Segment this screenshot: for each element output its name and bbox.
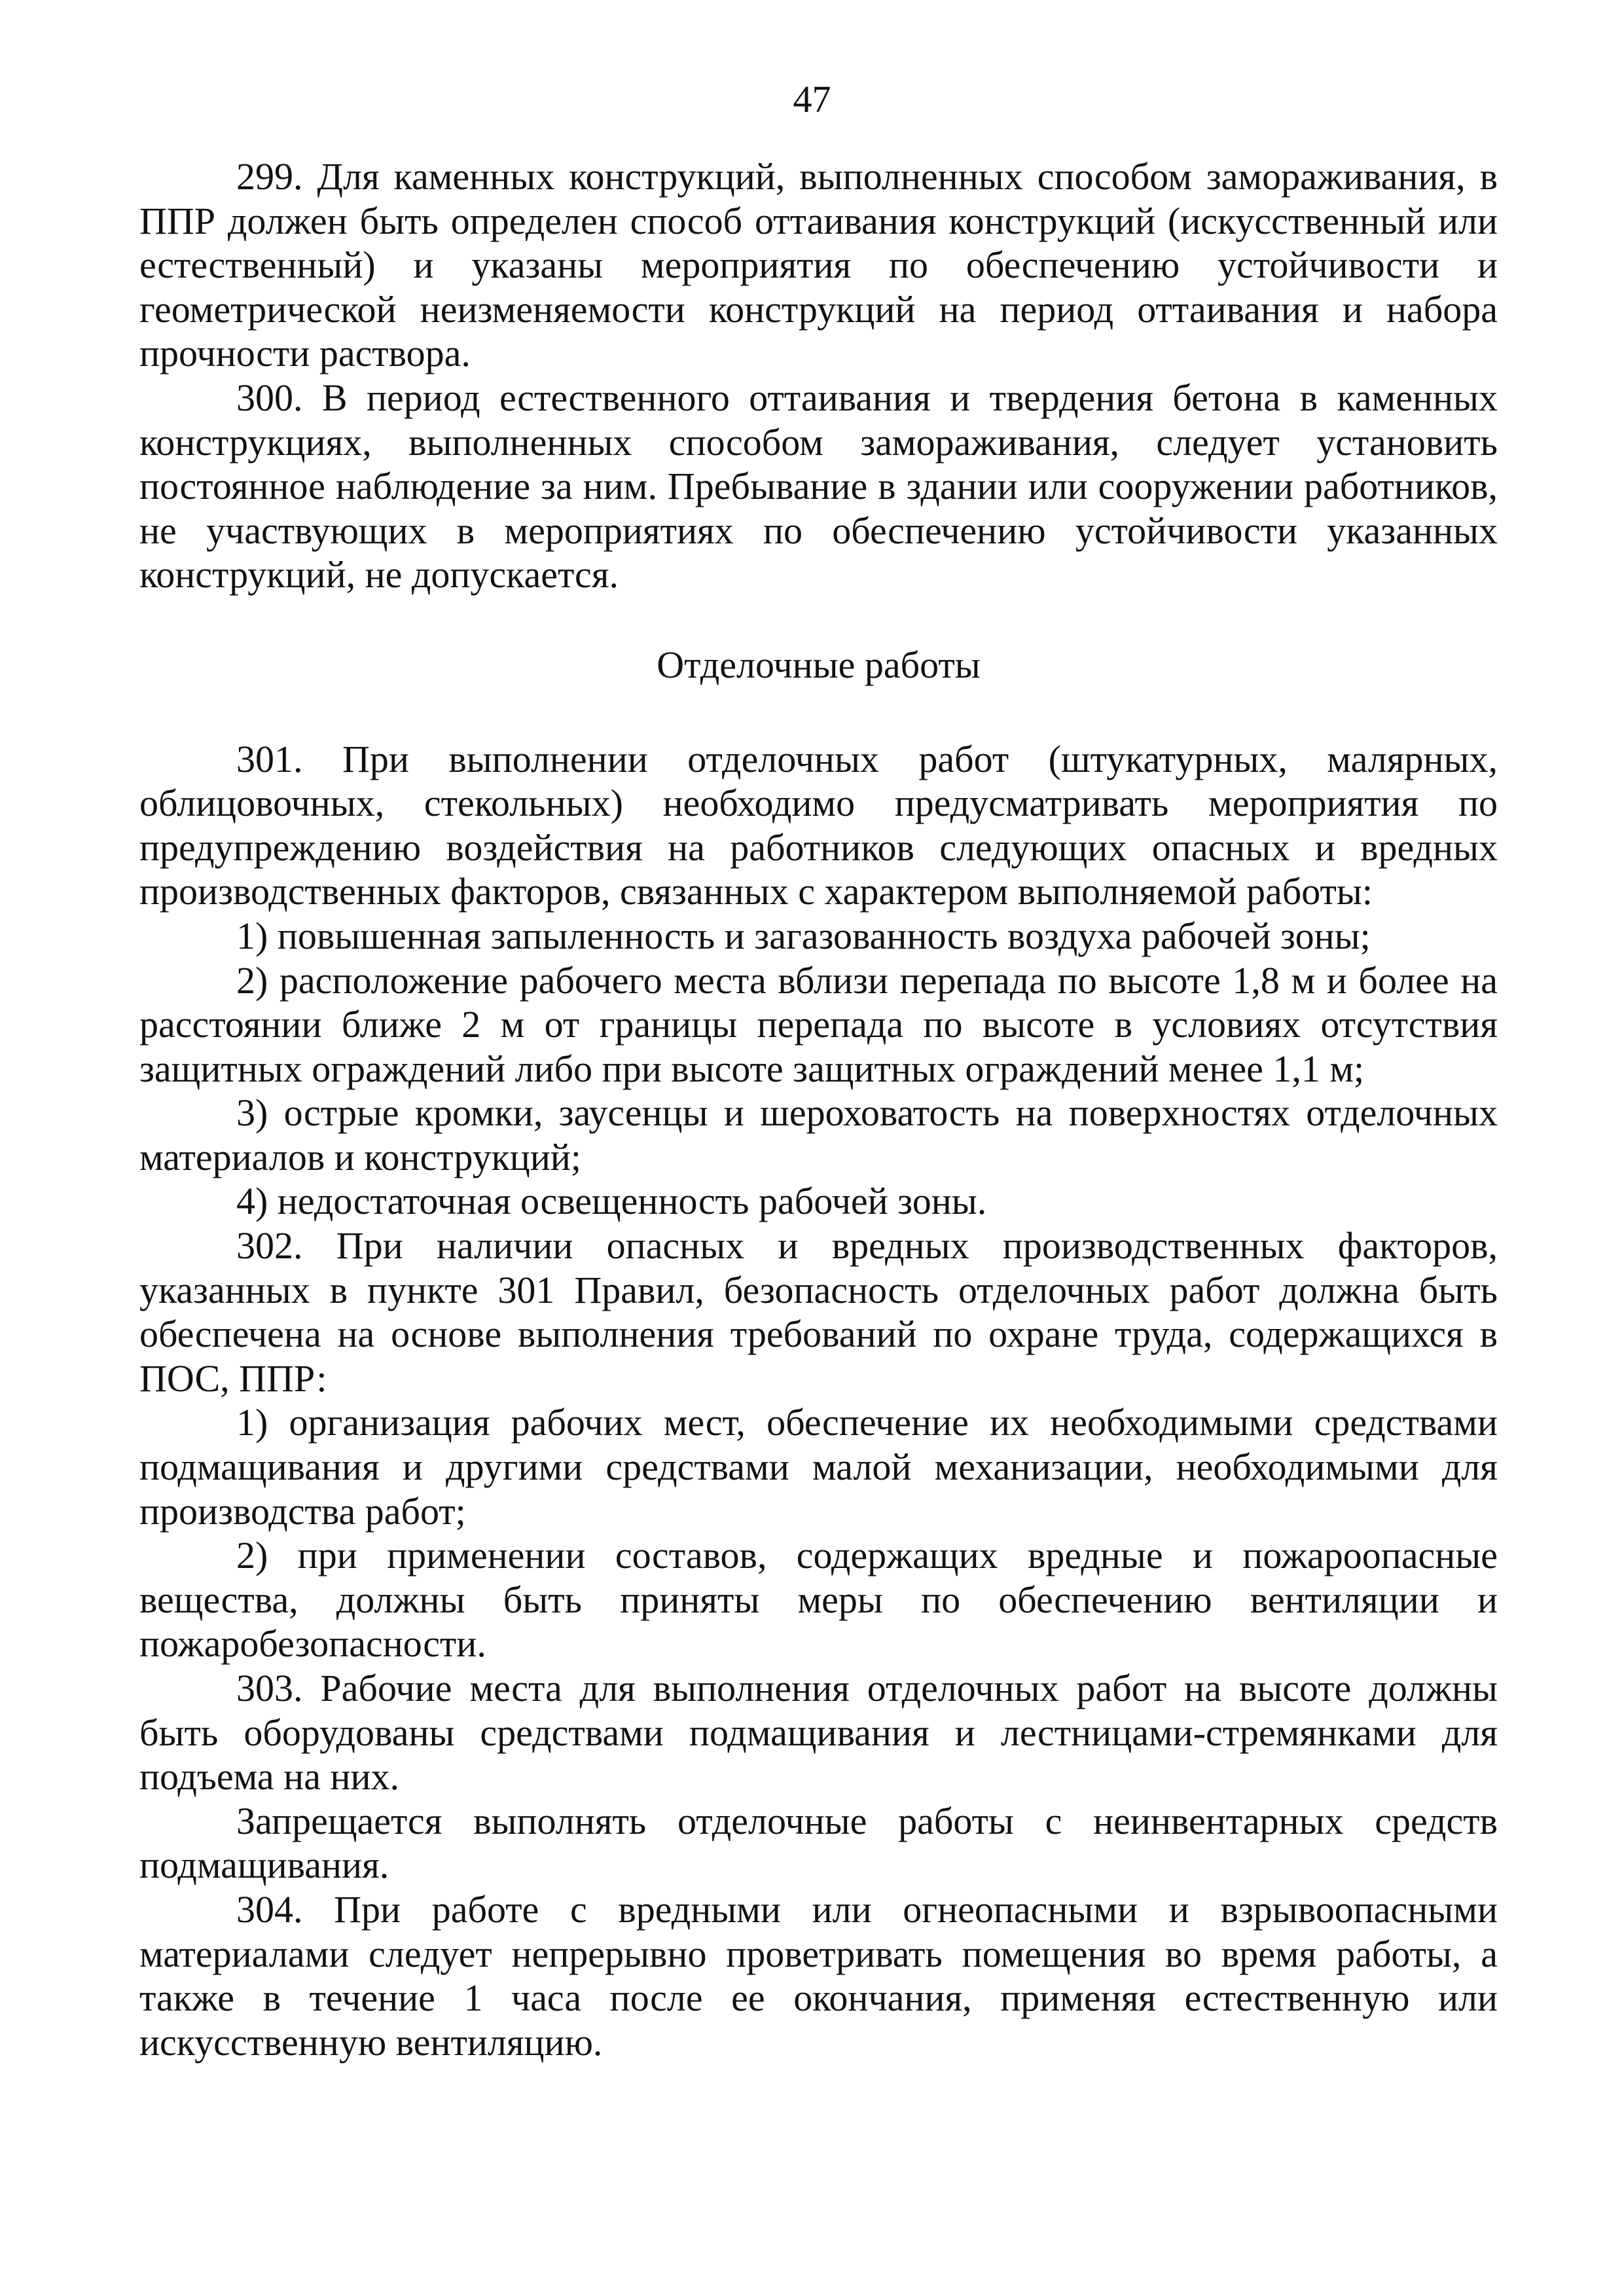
list-item-302-2: 2) при применении составов, содержащих вредные и пожароопасные вещества, должны быть приняты меры по обеспечению вентиляции и пожаробезопасности. [139, 1534, 1498, 1666]
list-item-302-1: 1) организация рабочих мест, обеспечение их необходимыми средствами подмащивания и другими средствами малой механизации, необходимыми для производства работ; [139, 1401, 1498, 1533]
list-item-301-3: 3) острые кромки, заусенцы и шероховатость на поверхностях отделочных материалов и конструкций; [139, 1091, 1498, 1178]
document-body [139, 155, 1498, 2064]
paragraph-300: 300. В период естественного оттаивания и твердения бетона в каменных конструкциях, выполненных способом замораживания, следует установить постоянное наблюдение за ним. Пребывание в здании или сооружении работников, не участвующих в мероприятиях по обеспечению устойчивости указанных конструкций, не допускается. [139, 376, 1498, 596]
paragraph-299: 299. Для каменных конструкций, выполненных способом замораживания, в ППР должен быть определен способ оттаивания конструкций (искусственный или естественный) и указаны мероприятия по обеспечению устойчивости и геометрической неизменяемости конструкций на период оттаивания и набора прочности раствора. [139, 155, 1498, 375]
paragraph-304: 304. При работе с вредными или огнеопасными и взрывоопасными материалами следует непрерывно проветривать помещения во время работы, а также в течение 1 часа после ее окончания, применяя естественную или искусственную вентиляцию. [139, 1887, 1498, 2064]
paragraph-302: 302. При наличии опасных и вредных производственных факторов, указанных в пункте 301 Правил, безопасность отделочных работ должна быть обеспечена на основе выполнения требований по охране труда, содержащихся в ПОС, ППР: [139, 1224, 1498, 1400]
list-item-301-1: 1) повышенная запыленность и загазованность воздуха рабочей зоны; [236, 914, 1371, 957]
paragraph-303-prohibition: Запрещается выполнять отделочные работы с неинвентарных средств подмащивания. [139, 1799, 1498, 1887]
paragraph-303: 303. Рабочие места для выполнения отделочных работ на высоте должны быть оборудованы средствами подмащивания и лестницами-стремянками для подъема на них. [139, 1667, 1498, 1798]
paragraph-301: 301. При выполнении отделочных работ (штукатурных, малярных, облицовочных, стекольных) необходимо предусматривать мероприятия по предупреждению воздействия на работников следующих опасных и вредных производственных факторов, связанных с характером выполняемой работы: [139, 737, 1498, 913]
section-heading: Отделочные работы [657, 643, 981, 686]
page-number: 47 [793, 78, 831, 120]
list-item-301-4: 4) недостаточная освещенность рабочей зоны. [236, 1180, 987, 1223]
list-item-301-2: 2) расположение рабочего места вблизи перепада по высоте 1,8 м и более на расстоянии ближе 2 м от границы перепада по высоте в условиях отсутствия защитных ограждений либо при высоте защитных ограждений менее 1,1 м; [139, 958, 1498, 1090]
